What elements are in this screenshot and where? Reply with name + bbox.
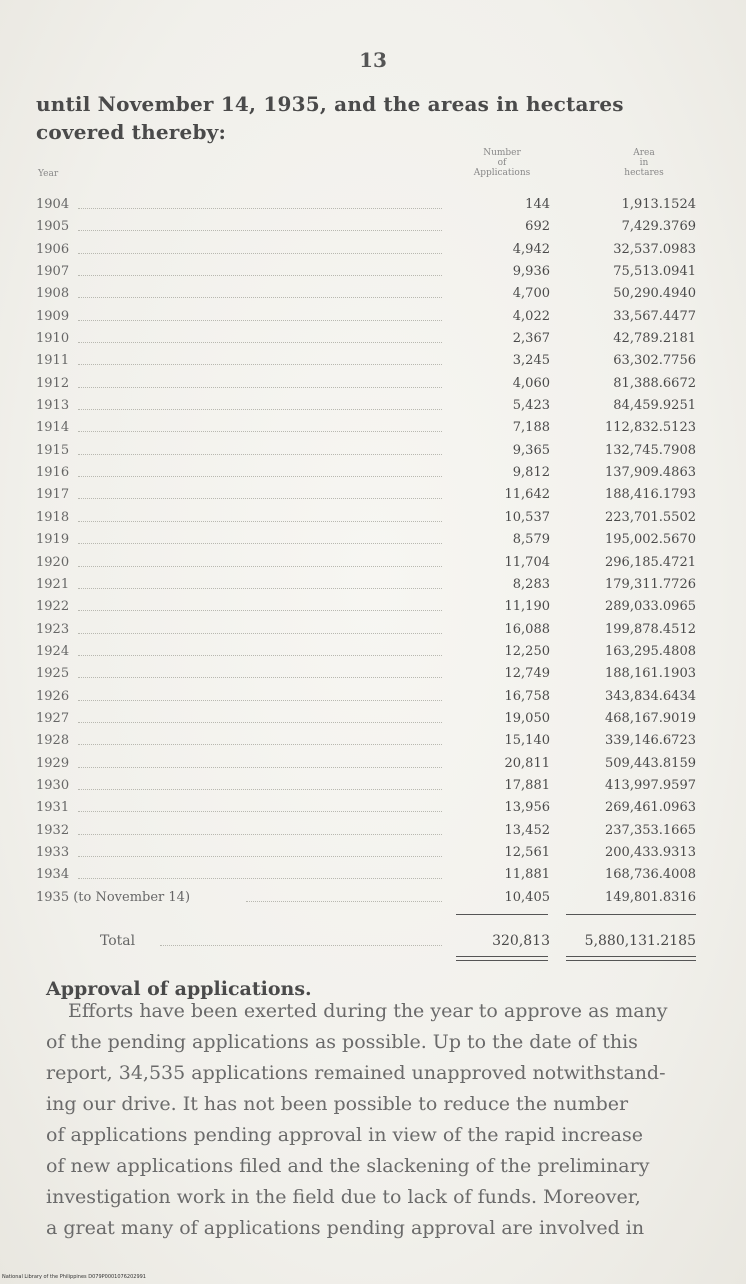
leader-dots: [246, 901, 442, 902]
row-applications: 4,942: [512, 241, 550, 257]
row-applications: 9,812: [512, 465, 550, 481]
row-applications: 3,245: [512, 353, 550, 369]
row-applications: 19,050: [504, 710, 550, 726]
row-area: 289,033.0965: [605, 599, 696, 615]
total-double-rule: [566, 960, 696, 961]
leader-dots: [78, 454, 442, 455]
leader-dots: [78, 722, 442, 723]
row-area: 1,913.1524: [621, 197, 696, 212]
leader-dots: [78, 633, 442, 634]
row-applications: 11,881: [504, 867, 550, 883]
row-applications: 16,758: [504, 688, 550, 704]
leader-dots: [78, 811, 442, 812]
footer-credit: National Library of the Philippines D079P0001076202991: [2, 1274, 146, 1280]
table-row: [36, 842, 700, 864]
table-row: [36, 261, 700, 283]
body-paragraph: [46, 996, 700, 1244]
row-year: 1925: [36, 666, 70, 682]
row-year: 1911: [36, 353, 70, 369]
leader-dots: [78, 431, 442, 432]
leader-dots: [78, 476, 442, 477]
row-applications: 4,022: [512, 308, 550, 324]
row-applications: 20,811: [504, 755, 550, 771]
row-year: 1923: [36, 621, 70, 637]
paragraph-line: of the pending applications as possible. Up to the date of this: [46, 1031, 638, 1053]
row-applications: 692: [525, 219, 550, 235]
row-area: 163,295.4808: [605, 643, 696, 659]
column-header-applications-line: Applications: [473, 168, 531, 178]
row-applications: 17,881: [504, 777, 550, 793]
row-area: 42,789.2181: [613, 331, 696, 347]
table-row: [36, 574, 700, 596]
row-area: 296,185.4721: [605, 554, 696, 570]
row-applications: 11,642: [504, 487, 550, 503]
leader-dots: [78, 297, 442, 298]
row-applications: 10,405: [504, 889, 550, 905]
leader-dots: [78, 834, 442, 835]
row-year: 1927: [36, 710, 70, 726]
row-applications: 13,956: [504, 800, 550, 816]
row-area: 137,909.4863: [605, 465, 696, 481]
row-area: 413,997.9597: [605, 777, 696, 793]
row-year: 1914: [36, 420, 70, 436]
row-area: 81,388.6672: [613, 375, 696, 391]
leader-dots: [78, 655, 442, 656]
total-row: [36, 930, 700, 952]
row-year: 1919: [36, 532, 70, 548]
table-row: [36, 484, 700, 506]
row-area: 195,002.5670: [605, 532, 696, 548]
total-applications: 320,813: [492, 933, 550, 949]
row-applications: 12,561: [504, 844, 550, 860]
leader-dots: [78, 566, 442, 567]
table-row: [36, 373, 700, 395]
row-applications: 11,704: [504, 554, 550, 570]
total-double-rule: [566, 956, 696, 957]
leader-dots: [78, 230, 442, 231]
leader-dots: [78, 364, 442, 365]
row-year: 1913: [36, 398, 70, 414]
leader-dots: [78, 387, 442, 388]
row-applications: 13,452: [504, 822, 550, 838]
row-area: 132,745.7908: [605, 442, 696, 458]
table-row: [36, 239, 700, 261]
table-row: [36, 753, 700, 775]
leader-dots: [78, 208, 442, 209]
column-header-applications: [452, 148, 552, 178]
row-year: 1907: [36, 264, 70, 280]
row-year: 1924: [36, 643, 70, 659]
table-row: [36, 619, 700, 641]
row-year: 1915: [36, 442, 70, 458]
row-applications: 16,088: [504, 621, 550, 637]
row-area: 75,513.0941: [613, 264, 696, 280]
leader-dots: [78, 610, 442, 611]
table-row: [36, 194, 700, 216]
row-area: 468,167.9019: [605, 710, 696, 726]
table-row: [36, 462, 700, 484]
leader-dots: [78, 409, 442, 410]
table-row: [36, 686, 700, 708]
row-area: 200,433.9313: [605, 844, 696, 860]
total-label: Total: [100, 933, 136, 949]
total-area: 5,880,131.2185: [584, 933, 696, 949]
page-number: 13: [359, 48, 387, 72]
intro-text: until November 14, 1935, and the areas in hectares covered thereby:: [36, 92, 624, 144]
row-applications: 10,537: [504, 509, 550, 525]
row-area: 509,443.8159: [605, 755, 696, 771]
total-double-rule: [456, 956, 548, 957]
row-applications: 11,190: [504, 599, 550, 615]
leader-dots: [78, 856, 442, 857]
row-applications: 12,250: [504, 643, 550, 659]
row-year: 1926: [36, 688, 70, 704]
row-applications: 144: [525, 197, 550, 212]
leader-dots: [78, 700, 442, 701]
row-year: 1929: [36, 755, 70, 771]
leader-dots: [78, 498, 442, 499]
table-row: [36, 440, 700, 462]
row-year: 1916: [36, 465, 70, 481]
row-area: 179,311.7726: [605, 576, 696, 592]
leader-dots: [78, 320, 442, 321]
row-area: 33,567.4477: [613, 308, 696, 324]
row-year: 1910: [36, 331, 70, 347]
row-year: 1931: [36, 800, 70, 816]
row-applications: 5,423: [512, 398, 550, 414]
row-year: 1906: [36, 241, 70, 257]
column-header-area-line: in: [639, 158, 649, 168]
row-applications: 4,060: [512, 375, 550, 391]
row-year: 1912: [36, 375, 70, 391]
row-year: 1908: [36, 286, 70, 302]
leader-dots: [78, 275, 442, 276]
row-area: 269,461.0963: [605, 800, 696, 816]
leader-dots: [78, 767, 442, 768]
row-applications: 15,140: [504, 733, 550, 749]
leader-dots: [78, 521, 442, 522]
table-row: [36, 887, 700, 909]
paragraph-line: ing our drive. It has not been possible to reduce the number: [46, 1093, 629, 1115]
table-row: [36, 395, 700, 417]
row-year: 1935 (to November 14): [36, 889, 191, 905]
table-row: [36, 328, 700, 350]
table-row: [36, 283, 700, 305]
row-year: 1922: [36, 599, 70, 615]
leader-dots: [78, 588, 442, 589]
row-applications: 12,749: [504, 666, 550, 682]
row-area: 84,459.9251: [613, 398, 696, 414]
row-area: 7,429.3769: [621, 219, 696, 235]
row-applications: 8,283: [512, 576, 550, 592]
paragraph-line: a great many of applications pending approval are involved in: [46, 1217, 645, 1239]
row-area: 223,701.5502: [605, 509, 696, 525]
leader-dots: [78, 543, 442, 544]
table-row: [36, 306, 700, 328]
table-row: [36, 775, 700, 797]
table-row: [36, 864, 700, 886]
row-area: 237,353.1665: [605, 822, 696, 838]
row-year: 1930: [36, 777, 70, 793]
table-row: [36, 730, 700, 752]
section-heading: Approval of applications.: [46, 978, 312, 1000]
table-row: [36, 552, 700, 574]
row-year: 1928: [36, 733, 70, 749]
row-year: 1921: [36, 576, 70, 592]
table-row: [36, 797, 700, 819]
leader-dots: [78, 789, 442, 790]
row-area: 112,832.5123: [605, 420, 696, 436]
column-header-year: Year: [38, 169, 59, 179]
row-year: 1934: [36, 867, 70, 883]
leader-dots: [160, 945, 442, 946]
row-applications: 8,579: [512, 532, 550, 548]
row-year: 1932: [36, 822, 70, 838]
row-area: 188,416.1793: [605, 487, 696, 503]
row-year: 1920: [36, 554, 70, 570]
row-year: 1904: [36, 197, 70, 212]
paragraph-line: investigation work in the field due to lack of funds. Moreover,: [46, 1186, 641, 1208]
row-applications: 4,700: [512, 286, 550, 302]
subtotal-rule: [456, 914, 548, 915]
leader-dots: [78, 253, 442, 254]
total-double-rule: [456, 960, 548, 961]
row-area: 188,161.1903: [605, 666, 696, 682]
table-row: [36, 596, 700, 618]
row-year: 1909: [36, 308, 70, 324]
table-row: [36, 417, 700, 439]
row-area: 343,834.6434: [605, 688, 696, 704]
table-row: [36, 641, 700, 663]
table-row: [36, 708, 700, 730]
row-applications: 9,936: [512, 264, 550, 280]
paragraph-line: report, 34,535 applications remained unapproved notwithstand-: [46, 1062, 666, 1084]
column-header-area-line: hectares: [624, 168, 664, 178]
row-area: 32,537.0983: [613, 241, 696, 257]
row-year: 1905: [36, 219, 70, 235]
row-year: 1917: [36, 487, 70, 503]
leader-dots: [78, 744, 442, 745]
table-row: [36, 820, 700, 842]
column-header-area: [594, 148, 694, 178]
row-year: 1918: [36, 509, 70, 525]
row-area: 339,146.6723: [605, 733, 696, 749]
table-row: [36, 507, 700, 529]
leader-dots: [78, 342, 442, 343]
table-row: [36, 216, 700, 238]
row-area: 63,302.7756: [613, 353, 696, 369]
paragraph-line: of new applications filed and the slackening of the preliminary: [46, 1155, 650, 1177]
subtotal-rule: [566, 914, 696, 915]
row-applications: 2,367: [512, 331, 550, 347]
table-row: [36, 529, 700, 551]
row-year: 1933: [36, 844, 70, 860]
row-area: 50,290.4940: [613, 286, 696, 302]
table-row: [36, 350, 700, 372]
row-area: 168,736.4008: [605, 867, 696, 883]
paragraph-line: of applications pending approval in view of the rapid increase: [46, 1124, 643, 1146]
row-area: 199,878.4512: [605, 621, 696, 637]
row-area: 149,801.8316: [605, 889, 696, 905]
row-applications: 7,188: [512, 420, 550, 436]
row-applications: 9,365: [512, 442, 550, 458]
applications-table: [36, 194, 700, 909]
column-header-applications-line: Number: [483, 148, 521, 158]
leader-dots: [78, 878, 442, 879]
leader-dots: [78, 677, 442, 678]
table-row: [36, 663, 700, 685]
column-header-applications-line: of: [497, 158, 507, 168]
column-header-area-line: Area: [633, 148, 655, 158]
paragraph-line: Efforts have been exerted during the year to approve as many: [68, 1000, 668, 1022]
